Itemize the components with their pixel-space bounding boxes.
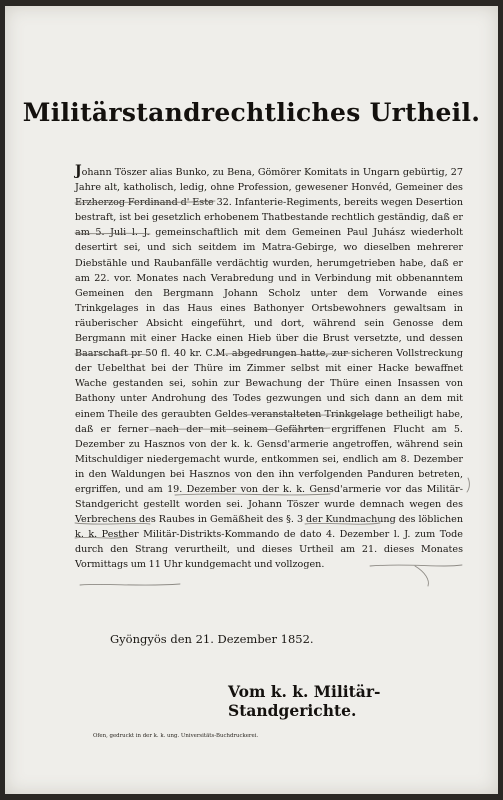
printer-imprint: Ofen, gedruckt in der k. k. ung. Universitäts-Buchdruckerei. — [93, 733, 259, 739]
lead-letter: J — [75, 163, 82, 179]
document-title: Militärstandrechtliches Urtheil. — [22, 98, 481, 127]
verdict-text: ohann Töszer alias Bunko, zu Bena, Gömörer Komitats in Ungarn gebürtig, 27 Jahre alt, katholisch, ledig, ohne Profession, gewesener Honvéd, Gemeiner des Erzherzog Ferdinand d' Este 32. Infanterie-Regiments, bereits wegen Desertion bestraft, ist bei gesetzlich erhobenem Thatbestande rechtlich geständig, daß er am 5. Juli l. J. gemeinschaftlich mit dem Gemeinen Paul Juhász wiederholt desertirt sei, und sich seitdem im Matra-Gebirge, wo dieselben mehrerer Diebstähle und Raubanfälle verdächtig wurden, herumgetrieben habe, daß er am 22. vor. Monates nach Verabredung und in Verbindung mit obbenanntem Gemeinen den Bergmann Johann Scholz unter dem Vorwande eines Trinkgelages in das Haus eines Bathonyer Ortsbewohners gewaltsam in räuberischer Absicht eingeführt, und dort, während sein Genosse dem Bergmann mit einer Hacke einen Hieb über die Brust versetzte, und dessen Baarschaft pr 50 fl. 40 kr. C.M. abgedrungen hatte, zur sicheren Vollstreckung der Uebelthat bei der Thüre im Zimmer selbst mit einer Hacke bewaffnet Wache gestanden sei, sohin zur Bewachung der Thüre einen Insassen von Bathony unter Androhung des Todes gezwungen und sich dann an dem mit einem Theile des geraubten Geldes veranstalteten Trinkgelage betheiligt habe, daß er ferner nach der mit seinem Gefährten ergriffenen Flucht am 5. Dezember zu Hasznos von der k. k. Gensd'armerie angetroffen, während sein Mitschuldiger niedergemacht wurde, entkommen sei, endlich am 8. Dezember in den Waldungen bei Hasznos von den ihn verfolgenden Panduren betreten, ergriffen, und am 19. Dezember von der k. k. Gensd'armerie vor das Militär-Standgericht gestellt worden sei. Johann Töszer wurde demnach wegen des Verbrechens des Raubes in Gemäßheit des §. 3 der Kundmachung des löblichen k. k. Pesther Militär-Distrikts-Kommando de dato 4. Dezember l. J. zum Tode durch den Strang verurtheilt, und dieses Urtheil am 21. dieses Monates Vormittags um 11 Uhr kundgemacht und vollzogen. — [75, 167, 463, 571]
court-signature: Vom k. k. Militär-Standgerichte. — [228, 682, 381, 720]
place-date: Gyöngyös den 21. Dezember 1852. — [110, 632, 314, 646]
verdict-body — [75, 164, 463, 573]
document-sheet — [5, 6, 498, 794]
